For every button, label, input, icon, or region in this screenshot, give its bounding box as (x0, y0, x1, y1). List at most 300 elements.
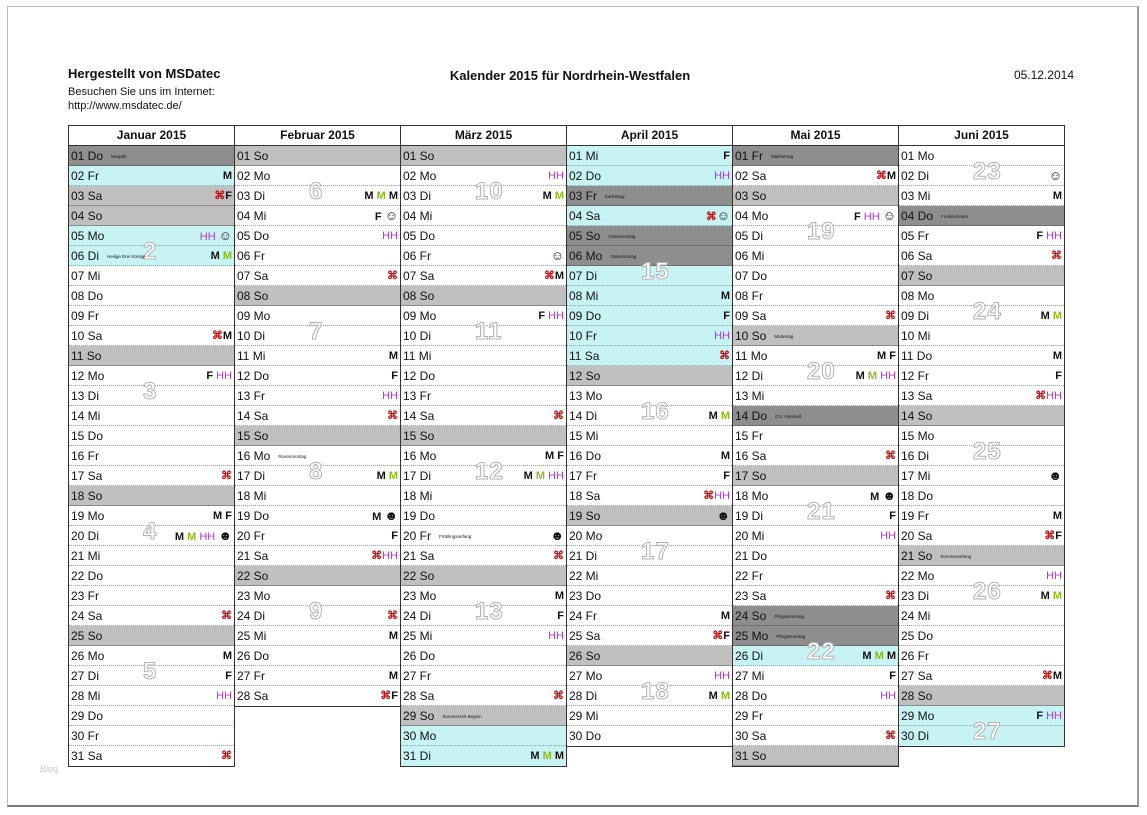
day-row[interactable] (567, 258, 732, 286)
day-row[interactable] (899, 246, 1064, 266)
day-row[interactable] (235, 646, 400, 666)
day-row[interactable] (899, 466, 1064, 486)
day-row[interactable] (567, 166, 732, 186)
day-label: 06 Fr (237, 249, 266, 263)
day-label: 30 Do (569, 729, 602, 743)
day-row[interactable] (899, 326, 1064, 346)
day-row[interactable] (733, 606, 898, 626)
month-header: April 2015 (567, 126, 732, 146)
week-number: 22 (807, 638, 836, 665)
day-row[interactable] (733, 166, 898, 186)
day-label: 13 Fr (403, 389, 432, 403)
day-row[interactable] (401, 546, 566, 566)
day-label: 14 Di (569, 409, 598, 423)
day-label: 01 Mo (901, 149, 935, 163)
day-row[interactable] (899, 266, 1064, 286)
day-row[interactable] (235, 266, 400, 286)
day-label: 20 Fr (237, 529, 266, 543)
day-label: 30 Di (901, 729, 930, 743)
day-row[interactable] (235, 526, 400, 546)
day-row[interactable] (733, 146, 898, 166)
holiday-name: Pfingstsonntag (774, 613, 805, 619)
day-row[interactable] (567, 446, 732, 466)
day-row[interactable] (899, 438, 1064, 466)
day-row[interactable] (733, 358, 898, 386)
day-row[interactable] (235, 546, 400, 566)
day-markers: HH (714, 670, 730, 682)
day-row[interactable] (733, 186, 898, 206)
day-label: 01 Fr (735, 149, 764, 163)
day-row[interactable] (401, 246, 566, 266)
day-label: 16 Mo (403, 449, 437, 463)
day-row[interactable] (69, 746, 234, 766)
day-markers: M M (708, 690, 730, 702)
day-row[interactable] (567, 286, 732, 306)
day-label: 17 Fr (569, 469, 598, 483)
day-label: 06 Fr (403, 249, 432, 263)
day-row[interactable] (69, 546, 234, 566)
calendar-grid (68, 125, 1064, 767)
day-row[interactable] (401, 318, 566, 346)
day-row[interactable] (235, 286, 400, 306)
day-row[interactable] (401, 526, 566, 546)
day-row[interactable] (567, 646, 732, 666)
day-label: 01 So (403, 149, 435, 163)
day-markers: M (1052, 190, 1062, 202)
day-row[interactable] (899, 646, 1064, 666)
day-row[interactable] (401, 406, 566, 426)
day-label: 18 Do (901, 489, 934, 503)
day-markers: ⌘ (553, 690, 564, 702)
day-label: 02 Mo (403, 169, 437, 183)
day-markers: HH (714, 330, 730, 342)
day-row[interactable] (567, 366, 732, 386)
day-label: 19 Di (735, 509, 764, 523)
day-label: 24 Di (237, 609, 266, 623)
day-markers: ⌘M (543, 270, 564, 282)
day-row[interactable] (235, 566, 400, 586)
week-number: 2 (143, 238, 158, 265)
day-row[interactable] (899, 206, 1064, 226)
day-row[interactable] (733, 726, 898, 746)
day-row[interactable] (899, 486, 1064, 506)
day-label: 19 Do (237, 509, 270, 523)
day-markers: M F (545, 450, 564, 462)
day-label: 12 Do (237, 369, 270, 383)
day-row[interactable] (567, 626, 732, 646)
day-markers: ⌘HH (371, 550, 398, 562)
day-row[interactable] (401, 366, 566, 386)
day-row[interactable] (235, 626, 400, 646)
day-label: 26 Fr (901, 649, 930, 663)
week-number: 5 (143, 658, 158, 685)
day-row[interactable] (733, 466, 898, 486)
day-row[interactable] (69, 686, 234, 706)
creator-label: Hergestellt von MSDatec (68, 66, 221, 81)
day-row[interactable] (401, 706, 566, 726)
day-label: 25 So (71, 629, 103, 643)
day-markers: ⌘F (380, 690, 398, 702)
week-number: 27 (973, 718, 1002, 745)
day-label: 11 Mi (403, 349, 432, 363)
day-row[interactable] (733, 266, 898, 286)
day-label: 15 Fr (735, 429, 764, 443)
day-row[interactable] (733, 566, 898, 586)
day-markers: ⌘ (221, 610, 232, 622)
day-row[interactable] (899, 606, 1064, 626)
day-row[interactable] (733, 546, 898, 566)
day-label: 04 Sa (569, 209, 601, 223)
day-markers: M (720, 610, 730, 622)
day-row[interactable] (401, 726, 566, 746)
day-label: 05 Mo (71, 229, 105, 243)
day-row[interactable] (235, 246, 400, 266)
day-row[interactable] (69, 466, 234, 486)
day-label: 27 Mi (735, 669, 765, 683)
day-row[interactable] (69, 586, 234, 606)
day-row[interactable] (69, 518, 234, 546)
day-row[interactable] (69, 426, 234, 446)
day-label: 14 Sa (237, 409, 269, 423)
day-row[interactable] (69, 186, 234, 206)
day-row[interactable] (567, 606, 732, 626)
day-row[interactable] (567, 186, 732, 206)
day-row[interactable] (899, 686, 1064, 706)
day-row[interactable] (899, 626, 1064, 646)
day-row[interactable] (69, 706, 234, 726)
day-row[interactable] (69, 406, 234, 426)
day-row[interactable] (899, 366, 1064, 386)
day-label: 16 Do (569, 449, 602, 463)
day-label: 07 Sa (403, 269, 435, 283)
day-label: 18 Mi (403, 489, 433, 503)
day-row[interactable] (733, 218, 898, 246)
day-markers: F (225, 670, 232, 682)
day-label: 22 So (237, 569, 269, 583)
day-label: 13 Di (71, 389, 100, 403)
day-row[interactable] (567, 326, 732, 346)
day-label: 21 Mi (71, 549, 101, 563)
day-row[interactable] (235, 178, 400, 206)
holiday-name: Chr. Himmelf. (775, 413, 803, 419)
day-row[interactable] (899, 406, 1064, 426)
day-markers: M M M (364, 190, 398, 202)
day-row[interactable] (401, 206, 566, 226)
day-row[interactable] (899, 718, 1064, 746)
day-row[interactable] (235, 226, 400, 246)
day-row[interactable] (401, 286, 566, 306)
day-row[interactable] (567, 226, 732, 246)
day-markers: M (222, 650, 232, 662)
day-row[interactable] (401, 266, 566, 286)
day-markers: ⌘ (387, 410, 398, 422)
day-row[interactable] (899, 298, 1064, 326)
day-row[interactable] (401, 746, 566, 766)
day-label: 14 Do (735, 409, 768, 423)
holiday-name: Sommerzeit Beginn (442, 713, 482, 719)
day-row[interactable] (235, 598, 400, 626)
day-label: 23 Do (569, 589, 602, 603)
day-label: 05 Do (237, 229, 270, 243)
day-label: 11 So (71, 349, 102, 363)
week-number: 8 (309, 458, 324, 485)
day-label: 01 Do (71, 149, 104, 163)
holiday-name: Ostersonntag (608, 233, 636, 239)
day-row[interactable] (899, 578, 1064, 606)
day-row[interactable] (567, 398, 732, 426)
print-date: 05.12.2014 (1013, 68, 1074, 82)
day-label: 06 Mi (735, 249, 765, 263)
day-markers: HH (880, 530, 896, 542)
day-markers: M M HH (523, 470, 564, 482)
month-column (566, 125, 733, 747)
day-row[interactable] (401, 346, 566, 366)
day-row[interactable] (733, 406, 898, 426)
day-label: 16 Di (901, 449, 930, 463)
day-row[interactable] (69, 566, 234, 586)
day-row[interactable] (899, 226, 1064, 246)
day-row[interactable] (401, 458, 566, 486)
day-label: 07 Sa (237, 269, 269, 283)
day-row[interactable] (733, 666, 898, 686)
day-label: 28 Sa (403, 689, 435, 703)
day-row[interactable] (69, 346, 234, 366)
day-label: 25 Mi (403, 629, 433, 643)
day-row[interactable] (401, 686, 566, 706)
day-label: 28 Di (569, 689, 598, 703)
day-row[interactable] (401, 566, 566, 586)
day-markers: ⌘ (885, 590, 896, 602)
day-row[interactable] (401, 178, 566, 206)
day-row[interactable] (567, 566, 732, 586)
day-label: 15 Do (71, 429, 104, 443)
day-label: 09 Mo (403, 309, 437, 323)
day-row[interactable] (69, 306, 234, 326)
day-row[interactable] (567, 486, 732, 506)
day-markers: ⌘ (387, 270, 398, 282)
day-row[interactable] (235, 458, 400, 486)
day-label: 09 Mo (237, 309, 271, 323)
day-label: 04 Do (901, 209, 934, 223)
day-row[interactable] (235, 406, 400, 426)
day-markers: ⌘ (719, 350, 730, 362)
day-label: 03 Fr (569, 189, 598, 203)
day-row[interactable] (733, 386, 898, 406)
day-label: 10 Di (237, 329, 266, 343)
day-markers: M F (877, 350, 896, 362)
day-row[interactable] (899, 346, 1064, 366)
day-label: 06 Mo (569, 249, 603, 263)
day-row[interactable] (733, 586, 898, 606)
day-row[interactable] (69, 486, 234, 506)
day-label: 10 Di (403, 329, 432, 343)
day-row[interactable] (733, 686, 898, 706)
day-label: 08 Mo (901, 289, 935, 303)
day-row[interactable] (567, 146, 732, 166)
day-row[interactable] (899, 506, 1064, 526)
day-row[interactable] (567, 586, 732, 606)
day-label: 03 Di (403, 189, 432, 203)
day-label: 22 Mi (569, 569, 599, 583)
day-label: 02 Di (901, 169, 930, 183)
day-markers: ☻ (550, 528, 564, 543)
day-row[interactable] (899, 546, 1064, 566)
day-row[interactable] (899, 666, 1064, 686)
holiday-name: Fronleichnam (941, 213, 969, 219)
day-row[interactable] (733, 326, 898, 346)
day-row[interactable] (899, 186, 1064, 206)
day-row[interactable] (235, 318, 400, 346)
holiday-name: Rosenmontag (278, 453, 307, 459)
week-number: 16 (641, 398, 670, 425)
day-row[interactable] (69, 378, 234, 406)
week-number: 3 (143, 378, 158, 405)
day-row[interactable] (733, 638, 898, 666)
day-label: 19 Fr (901, 509, 930, 523)
day-markers: M (554, 590, 564, 602)
day-label: 30 Mo (403, 729, 437, 743)
day-markers: F HH (538, 310, 564, 322)
website-link[interactable]: http://www.msdatec.de/ (68, 100, 182, 112)
week-number: 24 (973, 298, 1002, 325)
day-row[interactable] (401, 598, 566, 626)
day-row[interactable] (567, 678, 732, 706)
day-row[interactable] (235, 386, 400, 406)
day-row[interactable] (69, 446, 234, 466)
day-row[interactable] (899, 386, 1064, 406)
day-row[interactable] (401, 486, 566, 506)
day-row[interactable] (733, 246, 898, 266)
day-row[interactable] (235, 486, 400, 506)
day-row[interactable] (235, 366, 400, 386)
day-markers: HH ☺ (199, 228, 232, 243)
day-row[interactable] (69, 146, 234, 166)
day-row[interactable] (235, 506, 400, 526)
day-label: 10 Mi (901, 329, 931, 343)
day-row[interactable] (567, 306, 732, 326)
week-number: 19 (807, 218, 836, 245)
month-column (732, 125, 899, 767)
day-label: 02 Fr (71, 169, 100, 183)
day-markers: ⌘ (885, 450, 896, 462)
holiday-name: Ostermontag (610, 253, 637, 259)
day-row[interactable] (567, 426, 732, 446)
day-row[interactable] (567, 346, 732, 366)
day-row[interactable] (69, 326, 234, 346)
day-row[interactable] (567, 506, 732, 526)
day-label: 28 Do (735, 689, 768, 703)
week-number: 10 (475, 178, 504, 205)
day-row[interactable] (69, 658, 234, 686)
day-row[interactable] (567, 538, 732, 566)
day-label: 14 So (901, 409, 933, 423)
day-row[interactable] (899, 526, 1064, 546)
day-label: 24 Di (403, 609, 432, 623)
day-label: 21 Do (735, 549, 768, 563)
day-row[interactable] (733, 306, 898, 326)
day-row[interactable] (401, 226, 566, 246)
day-markers: ⌘ (221, 750, 232, 762)
day-label: 13 Mo (569, 389, 603, 403)
day-row[interactable] (899, 158, 1064, 186)
day-row[interactable] (401, 506, 566, 526)
holiday-name: Muttertag (774, 333, 794, 339)
day-row[interactable] (235, 686, 400, 706)
day-row[interactable] (733, 446, 898, 466)
day-label: 20 Mo (569, 529, 603, 543)
day-row[interactable] (69, 166, 234, 186)
day-label: 26 Do (237, 649, 270, 663)
day-row[interactable] (235, 426, 400, 446)
day-label: 04 Mi (237, 209, 267, 223)
day-row[interactable] (567, 706, 732, 726)
day-row[interactable] (401, 426, 566, 446)
day-row[interactable] (69, 286, 234, 306)
day-row[interactable] (401, 646, 566, 666)
day-row[interactable] (401, 146, 566, 166)
day-label: 21 Sa (403, 549, 435, 563)
day-row[interactable] (69, 606, 234, 626)
day-label: 16 Fr (71, 449, 100, 463)
day-row[interactable] (567, 206, 732, 226)
day-row[interactable] (733, 426, 898, 446)
day-row[interactable] (733, 746, 898, 766)
day-row[interactable] (69, 206, 234, 226)
day-label: 20 Mi (735, 529, 765, 543)
day-label: 07 Mi (71, 269, 101, 283)
week-number: 12 (475, 458, 504, 485)
day-markers: ☻ (1048, 468, 1062, 483)
day-label: 10 Fr (569, 329, 598, 343)
day-label: 11 Do (901, 349, 933, 363)
day-row[interactable] (69, 238, 234, 266)
day-label: 31 Di (403, 749, 432, 763)
week-number: 17 (641, 538, 670, 565)
day-row[interactable] (733, 286, 898, 306)
day-label: 13 Mi (735, 389, 765, 403)
day-row[interactable] (567, 466, 732, 486)
day-row[interactable] (69, 726, 234, 746)
day-row[interactable] (401, 666, 566, 686)
day-row[interactable] (733, 706, 898, 726)
day-label: 12 So (569, 369, 601, 383)
day-label: 25 Do (901, 629, 934, 643)
day-label: 15 So (237, 429, 269, 443)
day-label: 15 So (403, 429, 435, 443)
day-row[interactable] (401, 386, 566, 406)
day-markers: HH (382, 390, 398, 402)
day-label: 27 Sa (901, 669, 933, 683)
day-row[interactable] (733, 526, 898, 546)
day-label: 03 Di (237, 189, 266, 203)
day-row[interactable] (235, 346, 400, 366)
day-row[interactable] (235, 206, 400, 226)
day-row[interactable] (69, 266, 234, 286)
day-label: 25 Mo (735, 629, 769, 643)
day-row[interactable] (235, 146, 400, 166)
day-row[interactable] (567, 726, 732, 746)
day-label: 24 Mi (901, 609, 931, 623)
day-label: 09 Do (569, 309, 602, 323)
day-row[interactable] (401, 626, 566, 646)
day-label: 02 Sa (735, 169, 767, 183)
day-markers: F ☺ (374, 208, 398, 223)
day-row[interactable] (733, 498, 898, 526)
month-header: Januar 2015 (69, 126, 234, 146)
day-label: 11 Sa (569, 349, 600, 363)
day-row[interactable] (235, 666, 400, 686)
day-row[interactable] (69, 626, 234, 646)
